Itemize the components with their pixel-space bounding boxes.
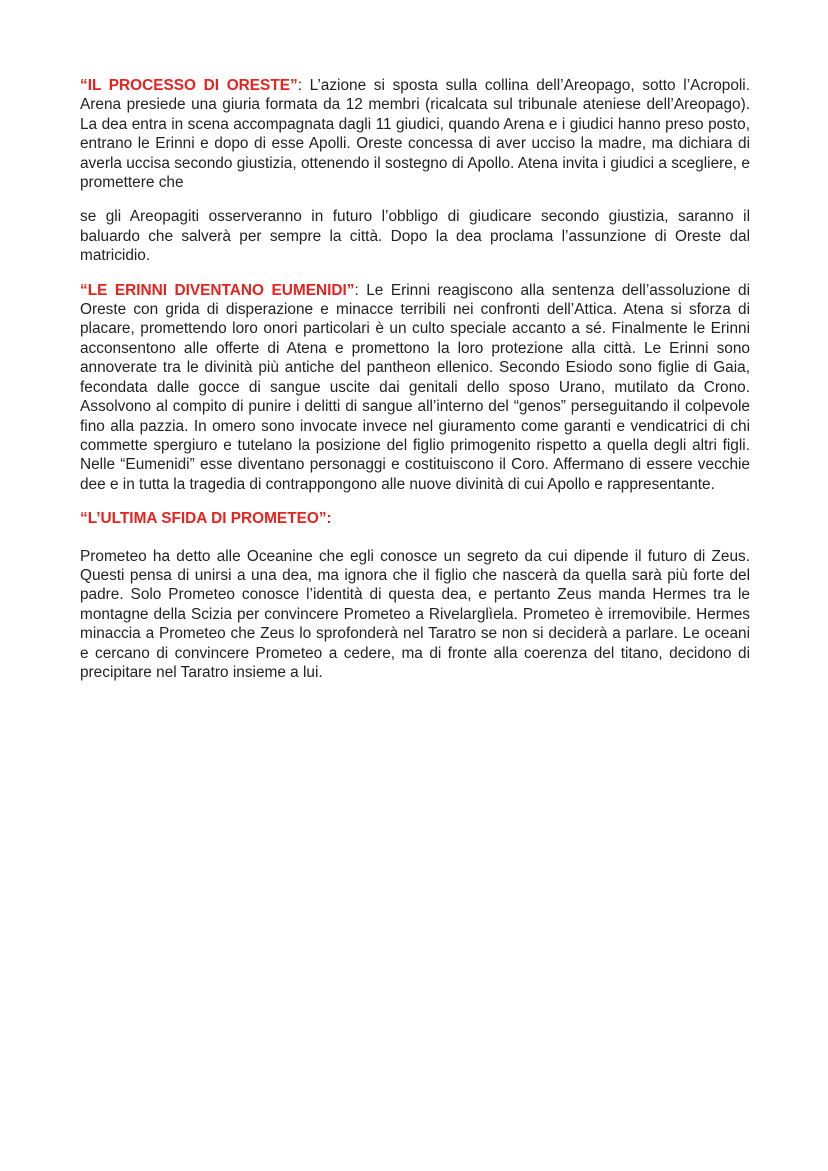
paragraph-processo-continuation: se gli Areopagiti osserveranno in futuro l’obbligo di giudicare secondo giustizia, saranno il baluardo che salverà per sempre la città. Dopo la dea proclama l’assunzione di Oreste dal matricidio.: [80, 208, 750, 265]
paragraph-erinni-eumenidi: [80, 281, 750, 494]
section-heading-processo-di-oreste: “IL PROCESSO DI ORESTE”: [80, 77, 298, 94]
section-text-processo-di-oreste: : L’azione si sposta sulla collina dell’Areopago, sotto l’Acropoli. Arena presiede una giuria formata da 12 membri (ricalcata sul tribunale ateniese dell’Areopago). La dea entra in scena accompagnata dagli 11 giudici, quando Arena e i giudici hanno preso posto, entrano le Erinni e dopo di esse Apolli. Oreste concessa di aver ucciso la madre, ma dichiara di averla uccisa secondo giustizia, ottenendo il sostegno di Apollo. Atena invita i giudici a scegliere, e promettere che: [80, 77, 751, 192]
section-heading-erinni-eumenidi: “LE ERINNI DIVENTANO EUMENIDI”: [80, 281, 355, 299]
paragraph-processo-di-oreste: [80, 76, 750, 192]
paragraph-ultima-sfida: Prometeo ha detto alle Oceanine che egli conosce un segreto da cui dipende il futuro di Zeus. Questi pensa di unirsi a una dea, ma ignora che il figlio che nascerà da quella sarà più forte del padre. Solo Prometeo conosce l’identità di questa dea, e pertanto Zeus manda Hermes tra le montagne della Scizia per convincere Prometeo a Rivelarglìela. Prometeo è irremovibile. Hermes minaccia a Prometeo che Zeus lo sprofonderà nel Taratro se non si deciderà a parlare. Le oceani e cercano di convincere Prometeo a cedere, ma di fronte alla coerenza del titano, decidono di precipitare nel Taratro insieme a lui.: [80, 547, 750, 681]
section-text-erinni-eumenidi: : Le Erinni reagiscono alla sentenza dell’assoluzione di Oreste con grida di disperazione e minacce terribili nei confronti dell’Attica. Atena si sforza di placare, promettendo loro onori particolari è un culto speciale accanto a sé. Finalmente le Erinni acconsentono alle offerte di Atena e promettono la loro protezione alla città. Le Erinni sono annoverate tra le divinità più antiche del pantheon ellenico. Secondo Esiodo sono figlie di Gaia, fecondata dalle gocce di sangue uscite dai genitali dello sposo Urano, mutilato da Crono. Assolvono al compito di punire i delitti di sangue all’interno del “genos” perseguitando il colpevole fino alla pazzia. In omero sono invocate invece nel giuramento come garanti e vendicatrici di chi commette spergiuro e tutelano la posizione del figlio primogenito rispetto a quella degli altri figli. Nelle “Eumenidi” esse diventano personaggi e costituiscono il Coro. Affermano di essere vecchie dee e in tutta la tragedia di contrappongono alle nuove divinità di cui Apollo e rappresentante.: [80, 281, 751, 493]
document-page: [80, 76, 750, 697]
paragraph-ultima-sfida-heading: [80, 509, 750, 528]
section-heading-ultima-sfida: “L’ULTIMA SFIDA DI PROMETEO”:: [80, 510, 332, 528]
